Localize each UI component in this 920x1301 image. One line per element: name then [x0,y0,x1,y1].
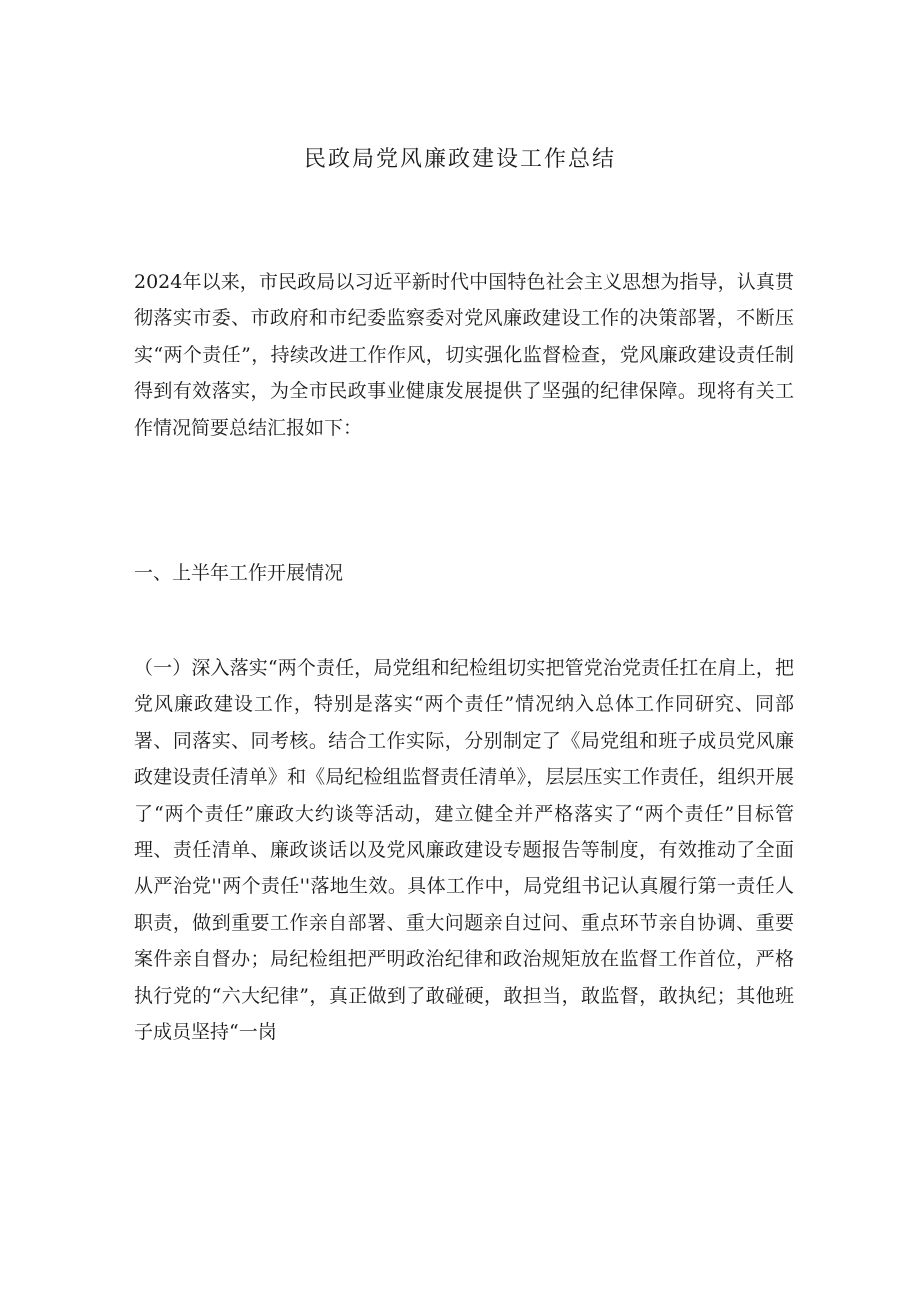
section-heading: 一、上半年工作开展情况 [134,562,344,584]
subsection-paragraph: （一）深入落实“两个责任，局党组和纪检组切实把管党治党责任扛在肩上，把党风廉政建设工作，特别是落实“两个责任”情况纳入总体工作同研究、同部署、同落实、同考核。结合工作实际，分别制定了《局党组和班子成员党风廉政建设责任清单》和《局纪检组监督责任清单》，层层压实工作责任，组织开展了“两个责任”廉政大约谈等活动，建立健全并严格落实了“两个责任”目标管理、责任清单、廉政谈话以及党风廉政建设专题报告等制度，有效推动了全面从严治党''两个责任''落地生效。具体工作中，局党组书记认真履行第一责任人职责，做到重要工作亲自部署、重大问题亲自过问、重点环节亲自协调、重要案件亲自督办；局纪检组把严明政治纪律和政治规矩放在监督工作首位，严格执行党的“六大纪律”，真正做到了敢碰硬，敢担当，敢监督，敢执纪；其他班子成员坚持“一岗 [134,657,794,1044]
intro-paragraph: 2024年以来，市民政局以习近平新时代中国特色社会主义思想为指导，认真贯彻落实市委、市政府和市纪委监察委对党风廉政建设工作的决策部署，不断压实“两个责任”，持续改进工作作风，切实强化监督检查，党风廉政建设责任制得到有效落实，为全市民政事业健康发展提供了坚强的纪律保障。现将有关工作情况简要总结汇报如下： [134,271,794,439]
document-title: 民政局党风廉政建设工作总结 [303,147,616,172]
